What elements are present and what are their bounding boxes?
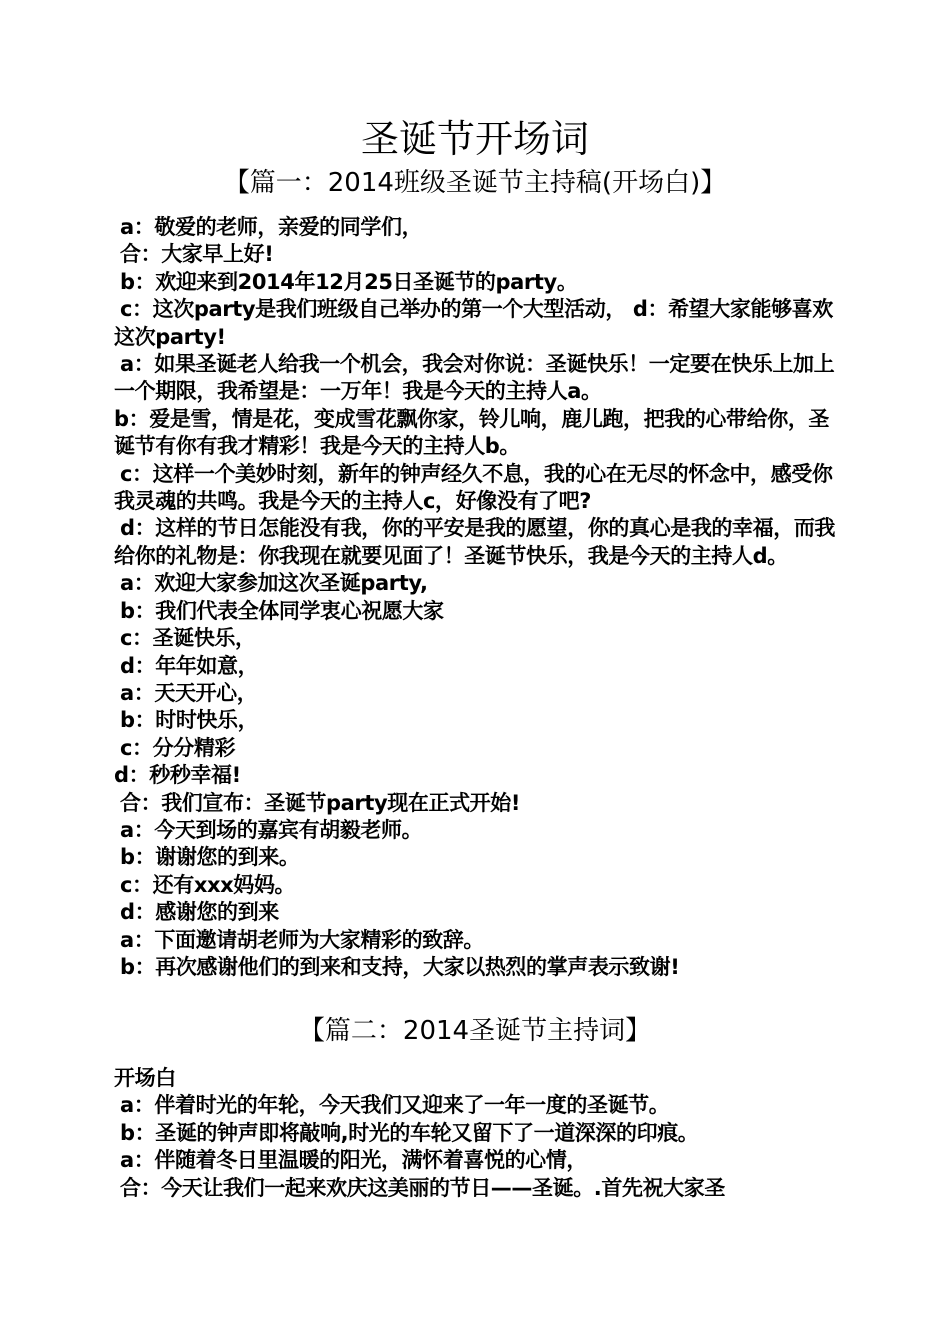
text-line: a：今天到场的嘉宾有胡毅老师。 [120, 817, 423, 842]
text-line: a：伴随着冬日里温暖的阳光，满怀着喜悦的心情， [120, 1148, 587, 1173]
text-line: a：敬爱的老师，亲爱的同学们， [120, 215, 423, 239]
text-line: 合：今天让我们一起来欢庆这美丽的节日——圣诞。.首先祝大家圣 [120, 1175, 725, 1200]
text-line: d：年年如意， [120, 653, 259, 678]
text-line: b：爱是雪，情是花，变成雪花飘你家，铃儿响，鹿儿跑，把我的心带给你，圣诞节有你有我才精彩！我是今天的主持人b。 [114, 406, 830, 459]
text-line: c：这次party是我们班级自己举办的第一个大型活动， d：希望大家能够喜欢这次party! [114, 297, 833, 349]
text-line: a：欢迎大家参加这次圣诞party, [120, 571, 428, 596]
text-line: c：分分精彩 [120, 735, 236, 760]
text-line: b：谢谢您的到来。 [120, 845, 300, 870]
text-line: b：我们代表全体同学衷心祝愿大家 [120, 598, 444, 623]
text-line: c：圣诞快乐， [120, 626, 256, 651]
document-title: 圣诞节开场词 [360, 117, 589, 161]
text-line: b：再次感谢他们的到来和支持，大家以热烈的掌声表示致谢! [120, 954, 680, 979]
text-line: a：如果圣诞老人给我一个机会，我会对你说：圣诞快乐！一定要在快乐上加上一个期限，我希望是：一万年！我是今天的主持人a。 [114, 352, 835, 404]
text-line: d：这样的节日怎能没有我，你的平安是我的愿望，你的真心是我的幸福，而我给你的礼物是：你我现在就要见面了！圣诞节快乐，我是今天的主持人d。 [114, 516, 836, 568]
text-line: b：时时快乐， [120, 708, 259, 733]
text-line: a：伴着时光的年轮，今天我们又迎来了一年一度的圣诞节。 [120, 1093, 670, 1118]
text-line: 开场白 [114, 1066, 176, 1090]
section-body-2 [114, 1065, 844, 1202]
text-line: 合：我们宣布：圣诞节party现在正式开始! [120, 790, 521, 815]
section-heading-1: 【篇一：2014班级圣诞节主持稿(开场白)】 [223, 168, 727, 198]
text-line: b：欢迎来到2014年12月25日圣诞节的party。 [120, 269, 578, 294]
section-heading-2: 【篇二：2014圣诞节主持词】 [298, 1016, 652, 1046]
text-line: c：这样一个美妙时刻，新年的钟声经久不息，我的心在无尽的怀念中，感受你我灵魂的共鸣。我是今天的主持人c，好像没有了吧? [114, 461, 833, 514]
text-line: d：感谢您的到来 [120, 900, 279, 925]
text-line: b：圣诞的钟声即将敲响,时光的车轮又留下了一道深深的印痕。 [120, 1120, 699, 1145]
section-body-1 [114, 214, 844, 981]
text-line: c：还有xxx妈妈。 [120, 872, 296, 897]
text-line: d：秒秒幸福! [114, 763, 241, 788]
text-line: a：天天开心， [120, 680, 258, 705]
text-line: 合：大家早上好! [120, 242, 274, 267]
text-line: a：下面邀请胡老师为大家精彩的致辞。 [120, 927, 484, 952]
